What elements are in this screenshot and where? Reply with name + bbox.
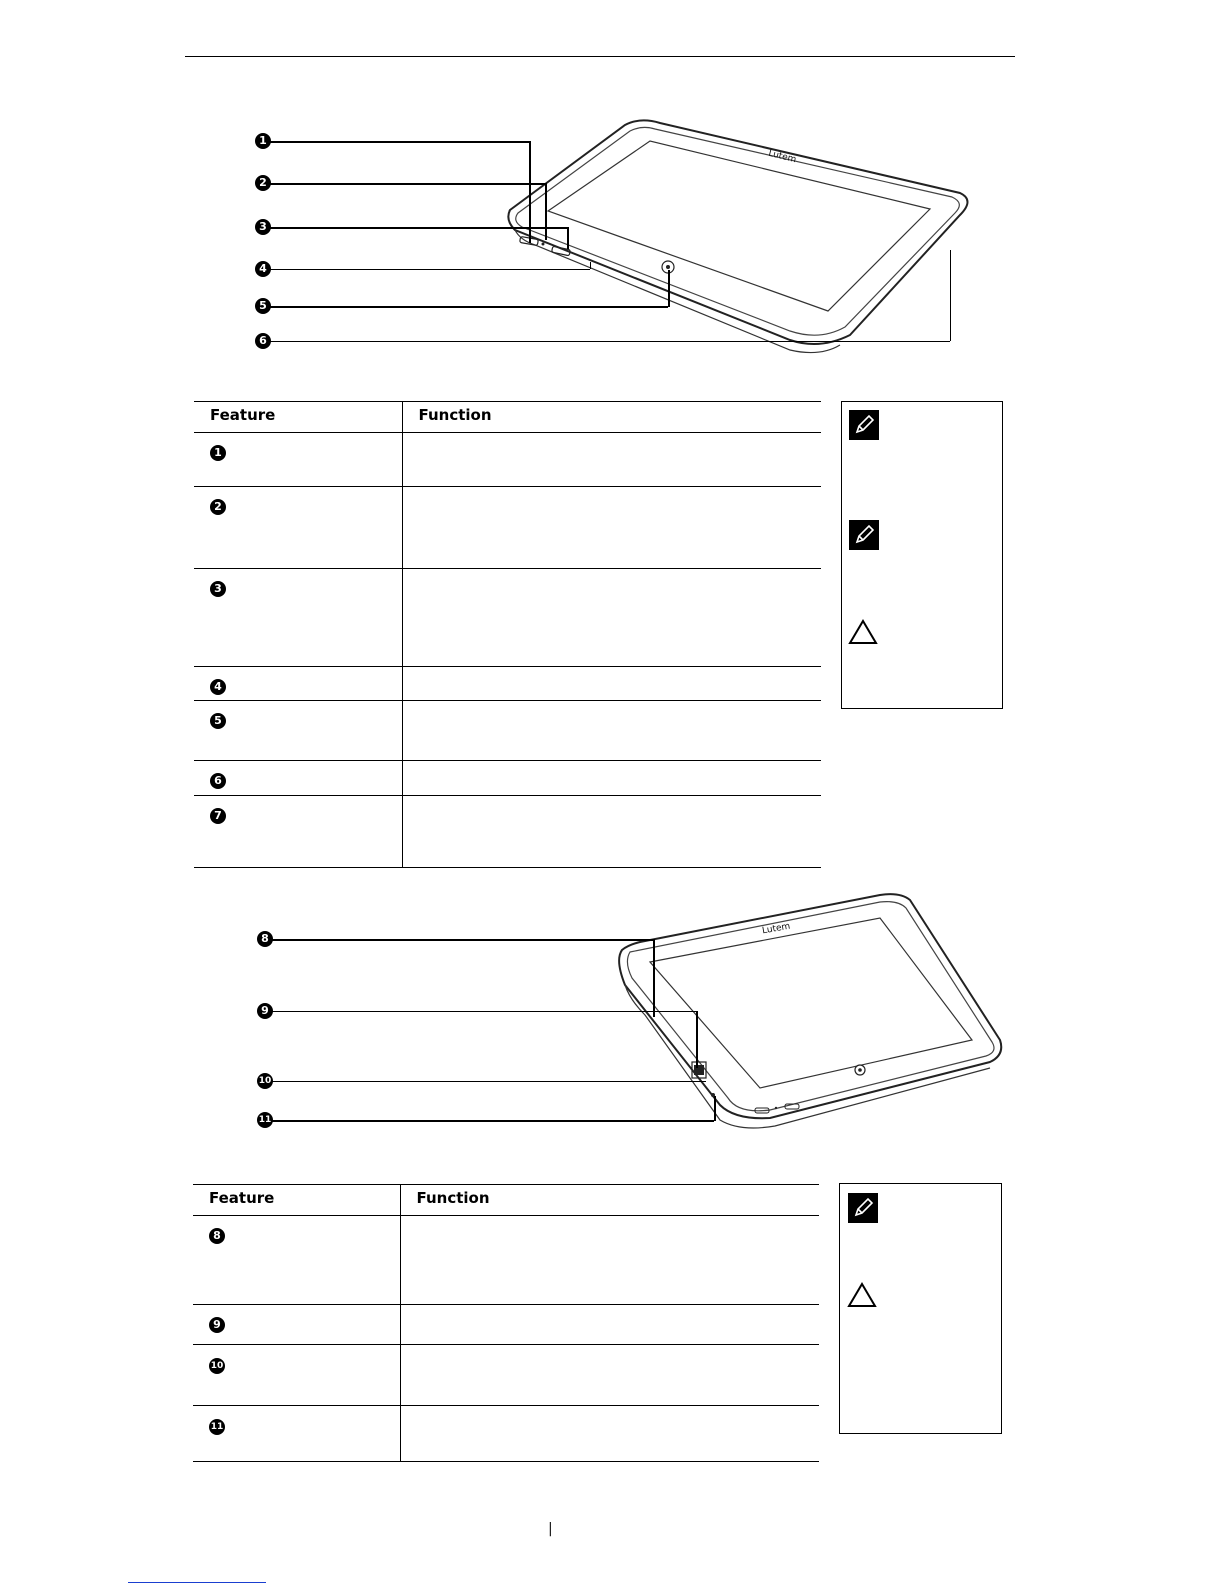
table-row bbox=[193, 1216, 819, 1305]
row-number: 8 bbox=[209, 1228, 225, 1244]
row-number: 2 bbox=[210, 499, 226, 515]
function-cell bbox=[402, 796, 821, 868]
page-separator: | bbox=[548, 1521, 553, 1537]
row-number: 1 bbox=[210, 445, 226, 461]
tablet-front-illustration bbox=[490, 105, 990, 355]
tablet-side-illustration bbox=[610, 890, 1010, 1130]
header-feature: Feature bbox=[194, 402, 402, 433]
header-rule bbox=[185, 56, 1015, 57]
row-number: 7 bbox=[210, 808, 226, 824]
callout-2: 2 bbox=[255, 175, 271, 191]
row-number: 11 bbox=[209, 1419, 225, 1435]
row-number: 6 bbox=[210, 773, 226, 789]
callout-6: 6 bbox=[255, 333, 271, 349]
callout-10: 10 bbox=[257, 1073, 273, 1089]
table-row bbox=[194, 487, 821, 569]
footer-link-underline[interactable] bbox=[128, 1582, 266, 1583]
function-cell bbox=[402, 487, 821, 569]
callout-11: 11 bbox=[257, 1112, 273, 1128]
table-row bbox=[193, 1406, 819, 1462]
function-cell bbox=[402, 761, 821, 796]
table-row bbox=[194, 796, 821, 868]
function-cell bbox=[400, 1406, 819, 1462]
note-icon bbox=[848, 1193, 878, 1223]
function-cell bbox=[402, 701, 821, 761]
table-row bbox=[193, 1305, 819, 1345]
table-row bbox=[194, 569, 821, 667]
header-function: Function bbox=[402, 402, 821, 433]
callout-9: 9 bbox=[257, 1003, 273, 1019]
row-number: 9 bbox=[209, 1317, 225, 1333]
row-number: 10 bbox=[209, 1358, 225, 1374]
header-feature: Feature bbox=[193, 1185, 400, 1216]
function-cell bbox=[400, 1345, 819, 1406]
notes-box-bottom bbox=[839, 1183, 1002, 1434]
caution-icon bbox=[847, 1282, 877, 1308]
table-row bbox=[194, 433, 821, 487]
table-row bbox=[193, 1345, 819, 1406]
function-cell bbox=[400, 1305, 819, 1345]
table-row bbox=[194, 761, 821, 796]
function-cell bbox=[402, 569, 821, 667]
table-row bbox=[194, 667, 821, 701]
callout-5: 5 bbox=[255, 298, 271, 314]
table-row bbox=[194, 701, 821, 761]
function-cell bbox=[402, 667, 821, 701]
feature-table-top bbox=[194, 401, 821, 868]
callout-8: 8 bbox=[257, 931, 273, 947]
tablet-logo-bottom: Lutem bbox=[761, 921, 792, 937]
callout-4: 4 bbox=[255, 261, 271, 277]
row-number: 5 bbox=[210, 713, 226, 729]
function-cell bbox=[402, 433, 821, 487]
tablet-logo-top: Lutem bbox=[767, 148, 798, 166]
note-icon bbox=[849, 410, 879, 440]
callout-3: 3 bbox=[255, 219, 271, 235]
header-function: Function bbox=[400, 1185, 819, 1216]
note-icon bbox=[849, 520, 879, 550]
function-cell bbox=[400, 1216, 819, 1305]
caution-icon bbox=[848, 619, 878, 645]
callout-1: 1 bbox=[255, 133, 271, 149]
row-number: 4 bbox=[210, 679, 226, 695]
feature-table-bottom bbox=[193, 1184, 819, 1462]
notes-box-top bbox=[841, 401, 1003, 709]
row-number: 3 bbox=[210, 581, 226, 597]
